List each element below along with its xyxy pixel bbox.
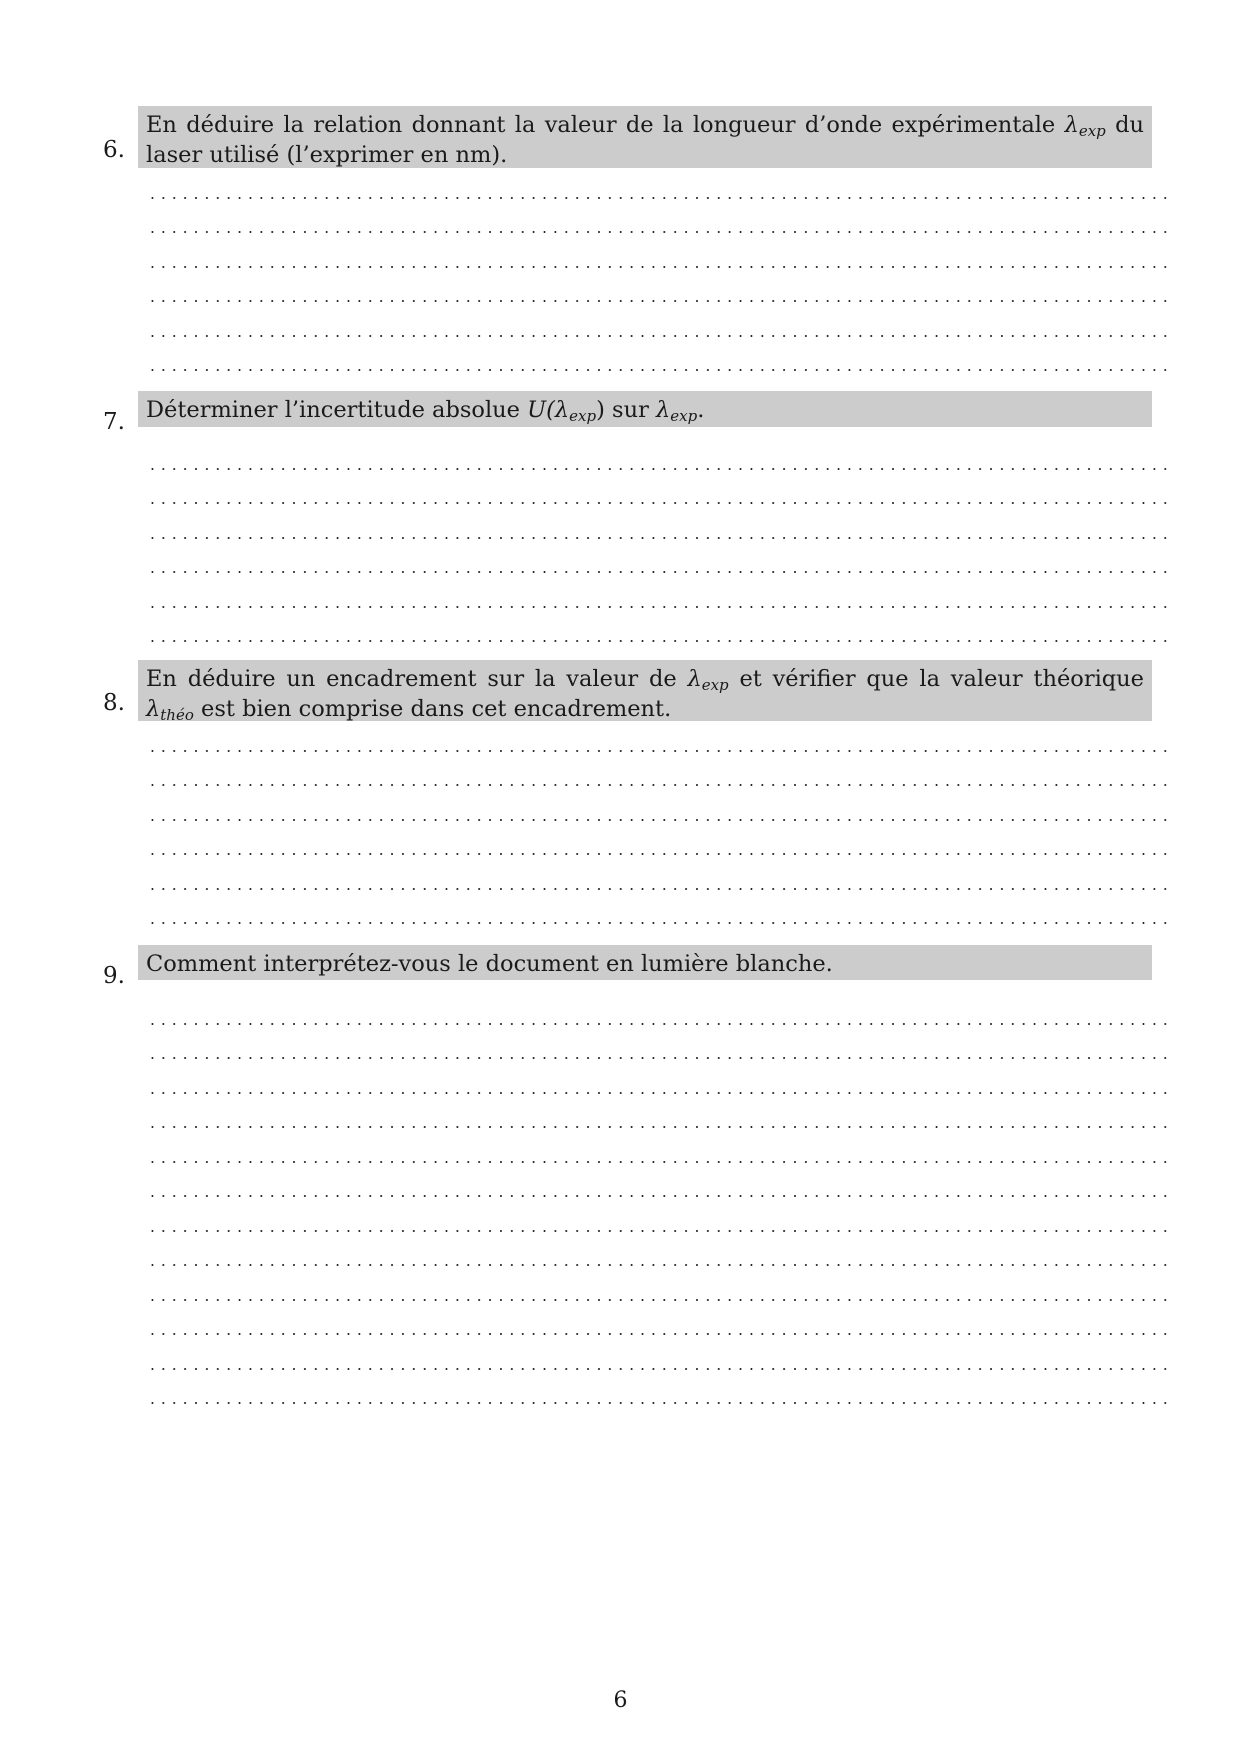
answer-line [147,896,1170,931]
answer-line [147,476,1170,511]
answer-line [147,205,1170,240]
answer-line [147,1169,1170,1204]
answer-line [147,1238,1170,1273]
question-number: 9. [103,963,125,989]
question-text-segment: En déduire la relation donnant la valeur de la longueur d’onde expérimentale [146,112,1065,138]
answer-lines [147,723,1170,930]
lambda-subscript: théo [160,706,194,724]
answer-line [147,1031,1170,1066]
answer-lines [147,170,1170,377]
answer-line [147,827,1170,862]
answer-line [147,723,1170,758]
page-number: 6 [613,1688,628,1713]
answer-line [147,1203,1170,1238]
answer-line [147,1307,1170,1342]
answer-line [147,343,1170,378]
answer-lines [147,441,1170,648]
answer-line [147,170,1170,205]
answer-line [147,614,1170,649]
lambda-symbol: λ [146,696,161,722]
question-number: 7. [103,409,125,435]
answer-line [147,441,1170,476]
lambda-subscript: exp [670,407,698,425]
answer-line [147,510,1170,545]
answer-line [147,996,1170,1031]
answer-line [147,758,1170,793]
lambda-subscript: exp [701,676,729,694]
answer-lines [147,996,1170,1410]
question-text [138,660,1152,724]
question-text-segment: Déterminer l’incertitude absolue [146,397,528,423]
question-text-segment: du laser utilisé (l’exprimer en nm). [146,112,1144,168]
answer-line [147,792,1170,827]
lambda-subscript: exp [1078,122,1106,140]
question-text-segment: ) sur [596,397,656,423]
question-text [138,945,1152,980]
answer-line [147,1341,1170,1376]
question-text-segment: et vérifier que la valeur théorique [728,666,1144,692]
question-number: 8. [103,690,125,716]
lambda-symbol: λ [687,666,702,692]
lambda-symbol: U(λ [527,397,570,423]
answer-line [147,861,1170,896]
answer-line [147,1376,1170,1411]
answer-line [147,1134,1170,1169]
question-number: 6. [103,137,125,163]
question-text-segment: Comment interprétez-vous le document en lumière blanche. [146,951,833,977]
answer-line [147,274,1170,309]
lambda-subscript: exp [569,407,597,425]
question-text [138,391,1152,427]
answer-line [147,239,1170,274]
answer-line [147,308,1170,343]
lambda-symbol: λ [656,397,671,423]
lambda-symbol: λ [1064,112,1079,138]
question-text-segment: est bien comprise dans cet encadrement. [193,696,672,722]
question-text-segment: . [697,397,705,423]
answer-line [147,579,1170,614]
question-text [138,106,1152,168]
answer-line [147,1065,1170,1100]
question-text-segment: En déduire un encadrement sur la valeur de [146,666,688,692]
answer-line [147,1272,1170,1307]
answer-line [147,545,1170,580]
answer-line [147,1100,1170,1135]
